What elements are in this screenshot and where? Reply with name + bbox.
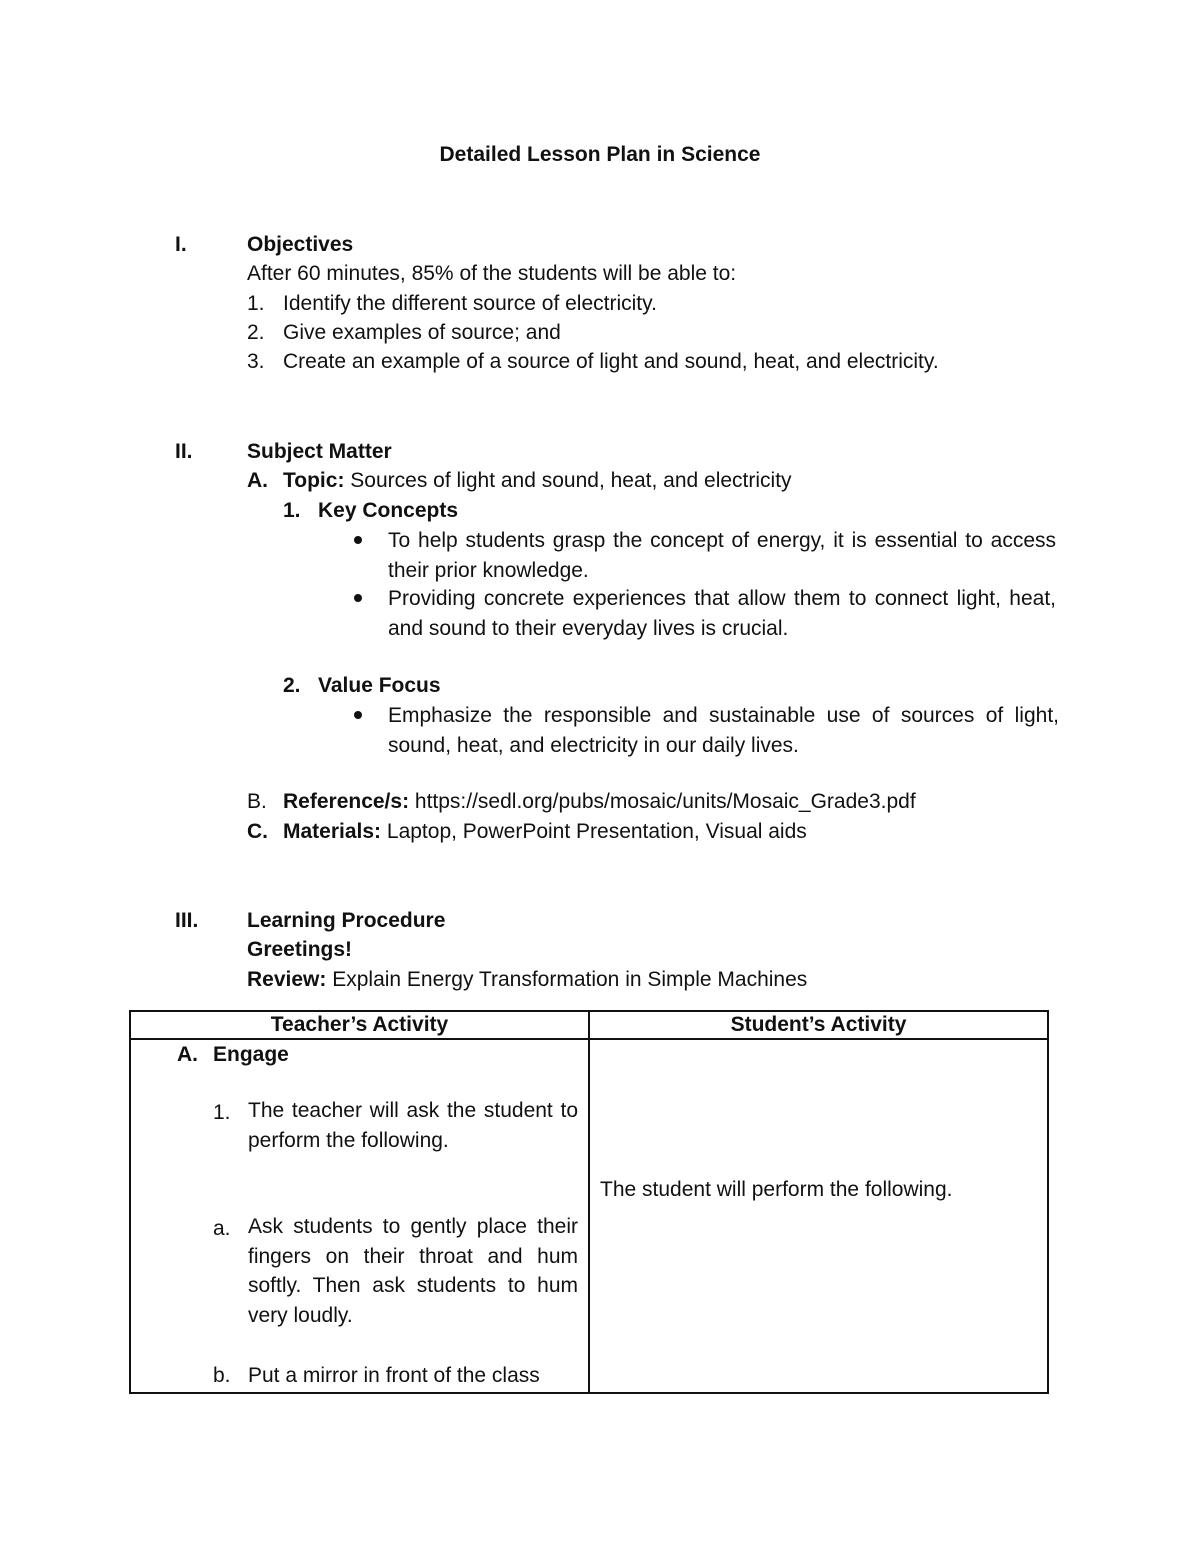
activity-table xyxy=(129,1010,1049,1394)
references-line xyxy=(283,790,916,814)
objective-number: 1. xyxy=(247,292,265,315)
bullet-icon xyxy=(354,594,362,602)
review-label: Review: xyxy=(247,968,327,991)
subject-matter-heading: Subject Matter xyxy=(247,440,392,463)
bullet-icon xyxy=(354,711,362,719)
review-value: Explain Energy Transformation in Simple Machines xyxy=(332,968,808,991)
page-title: Detailed Lesson Plan in Science xyxy=(439,143,761,166)
references-label: Reference/s: xyxy=(283,790,410,813)
bullet-icon xyxy=(354,536,362,544)
section-numeral-learning-procedure: III. xyxy=(175,909,199,932)
teacher-activity-header: Teacher’s Activity xyxy=(130,1011,589,1039)
materials-letter: C. xyxy=(247,820,268,843)
engage-heading: Engage xyxy=(213,1043,289,1066)
topic-letter: A. xyxy=(247,469,268,492)
objective-item: Identify the different source of electricity. xyxy=(283,292,657,315)
teacher-step-text: Put a mirror in front of the class xyxy=(248,1364,540,1387)
key-concepts-number: 1. xyxy=(283,499,301,522)
objective-item: Create an example of a source of light and sound, heat, and electricity. xyxy=(283,350,939,373)
student-activity-text: The student will perform the following. xyxy=(600,1178,953,1201)
engage-letter: A. xyxy=(177,1043,198,1066)
topic-value: Sources of light and sound, heat, and electricity xyxy=(350,469,792,492)
objective-number: 3. xyxy=(247,350,265,373)
key-concept-bullet: To help students grasp the concept of energy, it is essential to access their prior knowledge. xyxy=(388,529,1056,582)
table-row xyxy=(130,1039,1048,1393)
topic-line xyxy=(283,469,792,493)
student-activity-header: Student’s Activity xyxy=(589,1011,1048,1039)
section-numeral-subject-matter: II. xyxy=(175,440,193,463)
references-letter: B. xyxy=(247,790,267,813)
teacher-step-text: Ask students to gently place their fingers on their throat and hum softly. Then ask students to hum very loudly. xyxy=(248,1215,578,1327)
step-letter: a. xyxy=(213,1217,231,1240)
teacher-step-text: The teacher will ask the student to perform the following. xyxy=(248,1099,578,1152)
references-url[interactable]: https://sedl.org/pubs/mosaic/units/Mosaic_Grade3.pdf xyxy=(414,790,916,813)
step-letter: b. xyxy=(213,1364,231,1387)
objectives-intro: After 60 minutes, 85% of the students will be able to: xyxy=(247,262,737,285)
greetings: Greetings! xyxy=(247,938,353,961)
materials-line xyxy=(283,820,807,844)
table-header-row xyxy=(130,1011,1048,1039)
key-concepts-heading: Key Concepts xyxy=(318,499,459,522)
value-focus-number: 2. xyxy=(283,674,301,697)
objective-number: 2. xyxy=(247,321,265,344)
objective-item: Give examples of source; and xyxy=(283,321,561,344)
topic-label: Topic: xyxy=(283,469,345,492)
value-focus-heading: Value Focus xyxy=(318,674,441,697)
teacher-activity-cell xyxy=(130,1039,589,1393)
learning-procedure-heading: Learning Procedure xyxy=(247,909,446,932)
key-concept-bullet: Providing concrete experiences that allow them to connect light, heat, and sound to their everyday lives is crucial. xyxy=(388,587,1056,640)
review-line xyxy=(247,968,807,992)
objectives-heading: Objectives xyxy=(247,233,354,256)
materials-label: Materials: xyxy=(283,820,382,843)
step-number: 1. xyxy=(213,1101,231,1124)
materials-value: Laptop, PowerPoint Presentation, Visual aids xyxy=(386,820,807,843)
student-activity-cell xyxy=(589,1039,1048,1393)
value-focus-bullet: Emphasize the responsible and sustainable use of sources of light, sound, heat, and electricity in our daily lives. xyxy=(388,704,1059,757)
section-numeral-objectives: I. xyxy=(175,233,187,256)
